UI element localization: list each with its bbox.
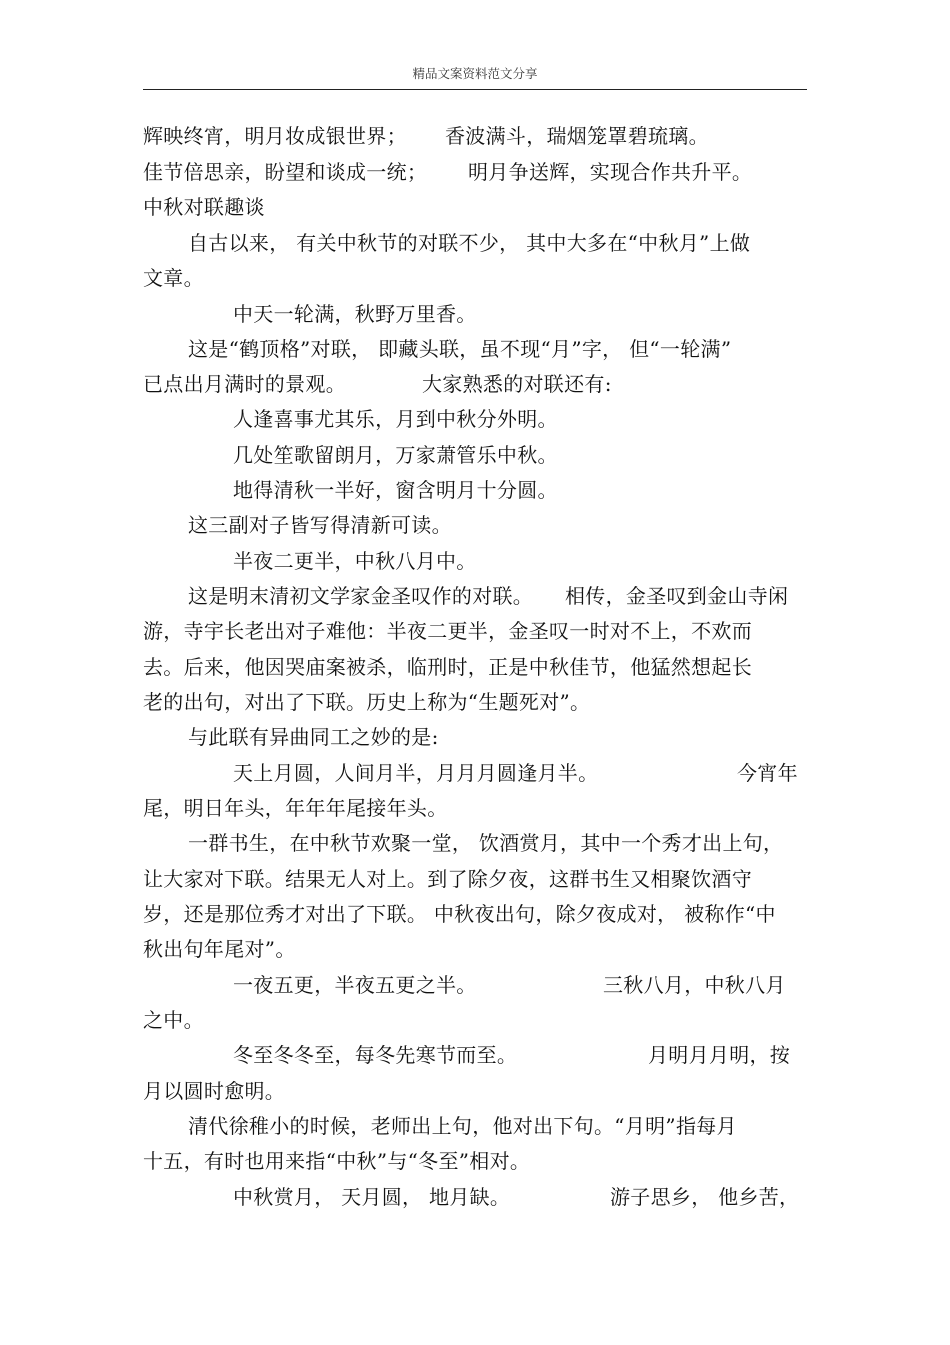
couplet-line: 一夜五更，半夜五更之半。 bbox=[233, 973, 477, 997]
couplet-line: 中天一轮满，秋野万里香。 bbox=[233, 302, 477, 326]
text-line: 这是明末清初文学家金圣叹作的对联。 bbox=[188, 584, 534, 608]
couplet-line: 半夜二更半，中秋八月中。 bbox=[233, 549, 477, 573]
text-line: 秋出句年尾对”。 bbox=[143, 937, 296, 961]
text-line: 十五，有时也用来指“中秋”与“冬至”相对。 bbox=[143, 1149, 531, 1173]
text-line: 明月争送辉，实现合作共升平。 bbox=[468, 160, 753, 184]
couplet-line: 尾，明日年头，年年年尾接年头。 bbox=[143, 796, 448, 820]
text-line: 佳节倍思亲，盼望和谈成一统； bbox=[143, 160, 428, 184]
text-line: 辉映终宵，明月妆成银世界； bbox=[143, 124, 407, 148]
couplet-line: 人逢喜事尤其乐，月到中秋分外明。 bbox=[233, 407, 558, 431]
couplet-line: 今宵年 bbox=[737, 761, 798, 785]
couplet-line: 游子思乡， 他乡苦， bbox=[610, 1185, 800, 1209]
text-line: 相传，金圣叹到金山寺闲 bbox=[565, 584, 789, 608]
text-line: 这是“鹤顶格”对联， 即藏头联，虽不现“月”字， 但“一轮满” bbox=[188, 337, 732, 361]
text-line: 游，寺宇长老出对子难他：半夜二更半，金圣叹一时对不上，不欢而 bbox=[143, 619, 752, 643]
section-heading: 中秋对联趣谈 bbox=[143, 195, 265, 219]
header-rule bbox=[143, 89, 807, 90]
text-line: 一群书生，在中秋节欢聚一堂， 饮酒赏月，其中一个秀才出上句， bbox=[188, 831, 784, 855]
text-line: 这三副对子皆写得清新可读。 bbox=[188, 513, 452, 537]
page-header: 精品文案资料范文分享 bbox=[412, 66, 538, 81]
text-line: 大家熟悉的对联还有: bbox=[422, 372, 612, 396]
text-line: 岁，还是那位秀才对出了下联。 中秋夜出句，除夕夜成对， 被称作“中 bbox=[143, 902, 776, 926]
couplet-line: 三秋八月，中秋八月 bbox=[603, 973, 786, 997]
text-line: 去。后来，他因哭庙案被杀，临刑时，正是中秋佳节，他猛然想起长 bbox=[143, 655, 752, 679]
text-line: 自古以来， 有关中秋节的对联不少， 其中大多在“中秋月”上做 bbox=[188, 231, 751, 255]
text-line: 与此联有异曲同工之妙的是: bbox=[188, 725, 439, 749]
couplet-line: 冬至冬冬至，每冬先寒节而至。 bbox=[233, 1043, 518, 1067]
couplet-line: 天上月圆，人间月半，月月月圆逢月半。 bbox=[233, 761, 599, 785]
couplet-line: 地得清秋一半好，窗含明月十分圆。 bbox=[233, 478, 558, 502]
text-line: 已点出月满时的景观。 bbox=[143, 372, 346, 396]
text-line: 老的出句，对出了下联。历史上称为“生题死对”。 bbox=[143, 690, 591, 714]
text-line: 让大家对下联。结果无人对上。到了除夕夜，这群书生又相聚饮酒守 bbox=[143, 867, 752, 891]
couplet-line: 中秋赏月， 天月圆， 地月缺。 bbox=[233, 1185, 511, 1209]
text-line: 香波满斗，瑞烟笼罩碧琉璃。 bbox=[445, 124, 709, 148]
couplet-line: 月明月月明，按 bbox=[648, 1043, 791, 1067]
text-line: 文章。 bbox=[143, 266, 204, 290]
couplet-line: 之中。 bbox=[143, 1008, 204, 1032]
couplet-line: 几处笙歌留朗月，万家萧管乐中秋。 bbox=[233, 443, 558, 467]
couplet-line: 月以圆时愈明。 bbox=[143, 1079, 286, 1103]
text-line: 清代徐稚小的时候，老师出上句，他对出下句。“月明”指每月 bbox=[188, 1114, 737, 1138]
